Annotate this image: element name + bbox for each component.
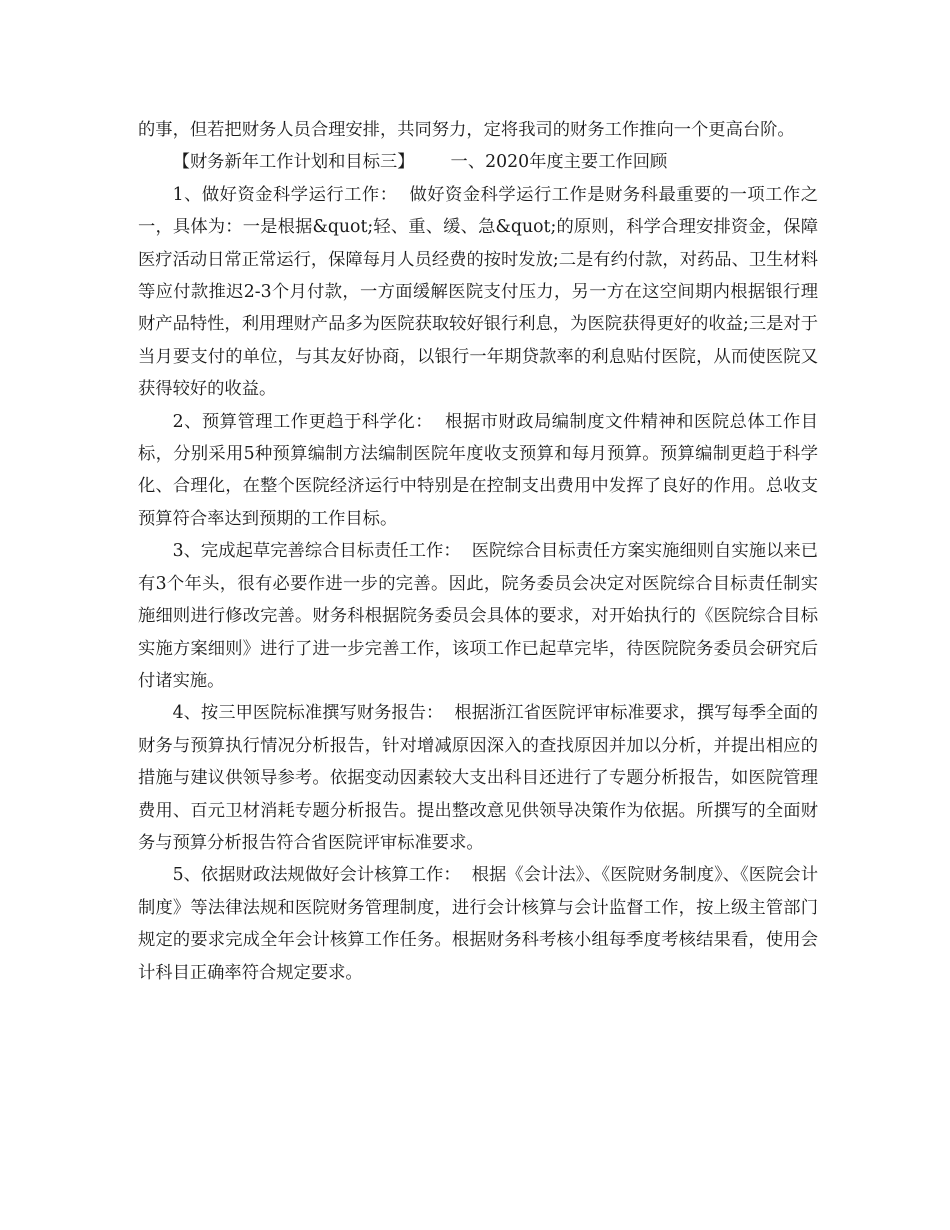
- paragraph-body: 根据市财政局编制度文件精神和医院总体工作目标，分别采用5种预算编制方法编制医院年度收支预算和每月预算。预算编制更趋于科学化、合理化，在整个医院经济运行中特别是在控制支出费用中发挥了良好的作用。总收支预算符合率达到预期的工作目标。: [138, 411, 818, 529]
- paragraph-lead: 2、预算管理工作更趋于科学化：: [172, 411, 434, 432]
- document-body: [138, 114, 818, 989]
- paragraph-body: 根据《会计法》、《医院财务制度》、《医院会计制度》等法律法规和医院财务管理制度，进行会计核算与会计监督工作，按上级主管部门规定的要求完成全年会计核算工作任务。根据财务科考核小组每季度考核结果看，使用会计科目正确率符合规定要求。: [138, 865, 818, 983]
- paragraph-body: 做好资金科学运行工作是财务科最重要的一项工作之一，具体为：一是根据&quot;轻、重、缓、急&quot;的原则，科学合理安排资金，保障医疗活动日常正常运行，保障每月人员经费的按时发放;二是有约付款，对药品、卫生材料等应付款推迟2-3个月付款，一方面缓解医院支付压力，另一方在这空间期内根据银行理财产品特性，利用理财产品多为医院获取较好银行利息，为医院获得更好的收益;三是对于当月要支付的单位，与其友好协商，以银行一年期贷款率的利息贴付医院，从而使医院又获得较好的收益。: [138, 184, 818, 400]
- section-heading: 一、2020年度主要工作回顾: [450, 152, 668, 173]
- section-heading-line: [138, 146, 818, 178]
- paragraph-5: [138, 859, 818, 989]
- paragraph-lead: 5、依据财政法规做好会计核算工作：: [172, 865, 461, 886]
- paragraph-2: [138, 406, 818, 536]
- paragraph-body: 根据浙江省医院评审标准要求，撰写每季全面的财务与预算执行情况分析报告，针对增减原因深入的查找原因并加以分析，并提出相应的措施与建议供领导参考。依据变动因素较大支出科目还进行了专题分析报告，如医院管理费用、百元卫材消耗专题分析报告。提出整改意见供领导决策作为依据。所撰写的全面财务与预算分析报告符合省医院评审标准要求。: [138, 703, 818, 853]
- paragraph-lead: 4、按三甲医院标准撰写财务报告：: [172, 703, 444, 724]
- paragraph-1: [138, 179, 818, 406]
- paragraph-3: [138, 535, 818, 697]
- paragraph-body: 医院综合目标责任方案实施细则自实施以来已有3个年头，很有必要作进一步的完善。因此，院务委员会决定对医院综合目标责任制实施细则进行修改完善。财务科根据院务委员会具体的要求，对开始执行的《医院综合目标实施方案细则》进行了进一步完善工作，该项工作已起草完毕，待医院院务委员会研究后付诸实施。: [138, 541, 818, 691]
- continuation-paragraph: 的事，但若把财务人员合理安排，共同努力，定将我司的财务工作推向一个更高台阶。: [138, 120, 795, 140]
- paragraph-lead: 3、完成起草完善综合目标责任工作：: [172, 541, 461, 562]
- paragraph-4: [138, 697, 818, 859]
- paragraph-lead: 1、做好资金科学运行工作：: [172, 184, 398, 205]
- section-marker: 【财务新年工作计划和目标三】: [172, 152, 415, 173]
